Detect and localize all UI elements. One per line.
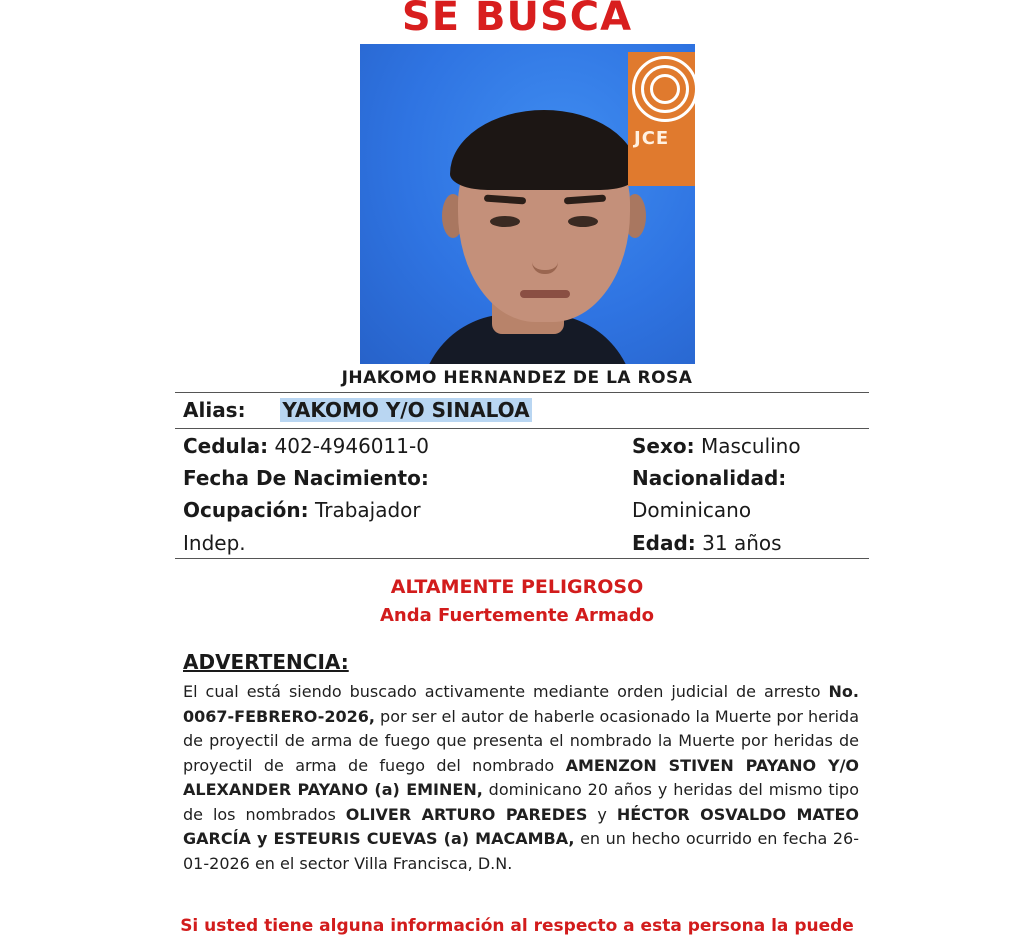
nacionalidad-label: Nacionalidad: (632, 466, 787, 490)
cedula-row (183, 433, 429, 459)
jce-logo (628, 52, 695, 186)
sexo-label: Sexo: (632, 434, 695, 458)
edad-label: Edad: (632, 531, 696, 555)
armed-notice: Anda Fuertemente Armado (380, 605, 654, 626)
cedula-label: Cedula: (183, 434, 269, 458)
divider-bottom (175, 558, 869, 559)
nacionalidad-value: Dominicano (632, 498, 752, 522)
poster-title: SE BUSCA (401, 0, 633, 40)
photo-hair (450, 110, 638, 190)
footer-notice: Si usted tiene alguna información al respecto a esta persona la puede (180, 916, 854, 936)
edad-row (632, 530, 782, 556)
cedula-value: 402-4946011-0 (274, 434, 429, 458)
photo-eye-left (490, 216, 520, 227)
suspect-photo (360, 44, 695, 364)
ocupacion-row (183, 497, 421, 523)
alias-value: YAKOMO Y/O SINALOA (282, 398, 530, 422)
photo-eye-right (568, 216, 598, 227)
sexo-row (632, 433, 801, 459)
sexo-value: Masculino (700, 434, 801, 458)
fecha-row (183, 465, 429, 491)
alias-row (183, 397, 532, 423)
photo-mouth (520, 290, 570, 298)
warning-heading: ADVERTENCIA: (183, 650, 349, 674)
photo-nose (532, 232, 558, 274)
edad-value: 31 años (702, 531, 782, 555)
divider-mid (175, 428, 869, 429)
ocupacion-cont: Indep. (183, 531, 246, 555)
warning-body: El cual está siendo buscado activamente mediante orden judicial de arresto No. 0067-FEBRERO-2026, por ser el autor de haberle ocasionado la Muerte por herida de proyectil de arma de fuego que presenta el nombrado la Muerte por heridas de proyectil de arma de fuego del nombrado AMENZON STIVEN PAYANO Y/O ALEXANDER PAYANO (a) EMINEN, dominicano 20 años y heridas del mismo tipo de los nombrados OLIVER ARTURO PAREDES y HÉCTOR OSVALDO MATEO GARCÍA y ESTEURIS CUEVAS (a) MACAMBA, en un hecho ocurrido en fecha 26-01-2026 en el sector Villa Francisca, D.N. (183, 682, 860, 873)
alias-label: Alias: (183, 398, 246, 422)
fecha-label: Fecha De Nacimiento: (183, 466, 429, 490)
divider-top (175, 392, 869, 393)
jce-logo-text: JCE (634, 128, 670, 149)
suspect-name: JHAKOMO HERNANDEZ DE LA ROSA (341, 368, 693, 388)
ocupacion-label: Ocupación: (183, 498, 309, 522)
ocupacion-value: Trabajador (314, 498, 421, 522)
danger-heading: ALTAMENTE PELIGROSO (390, 576, 644, 598)
